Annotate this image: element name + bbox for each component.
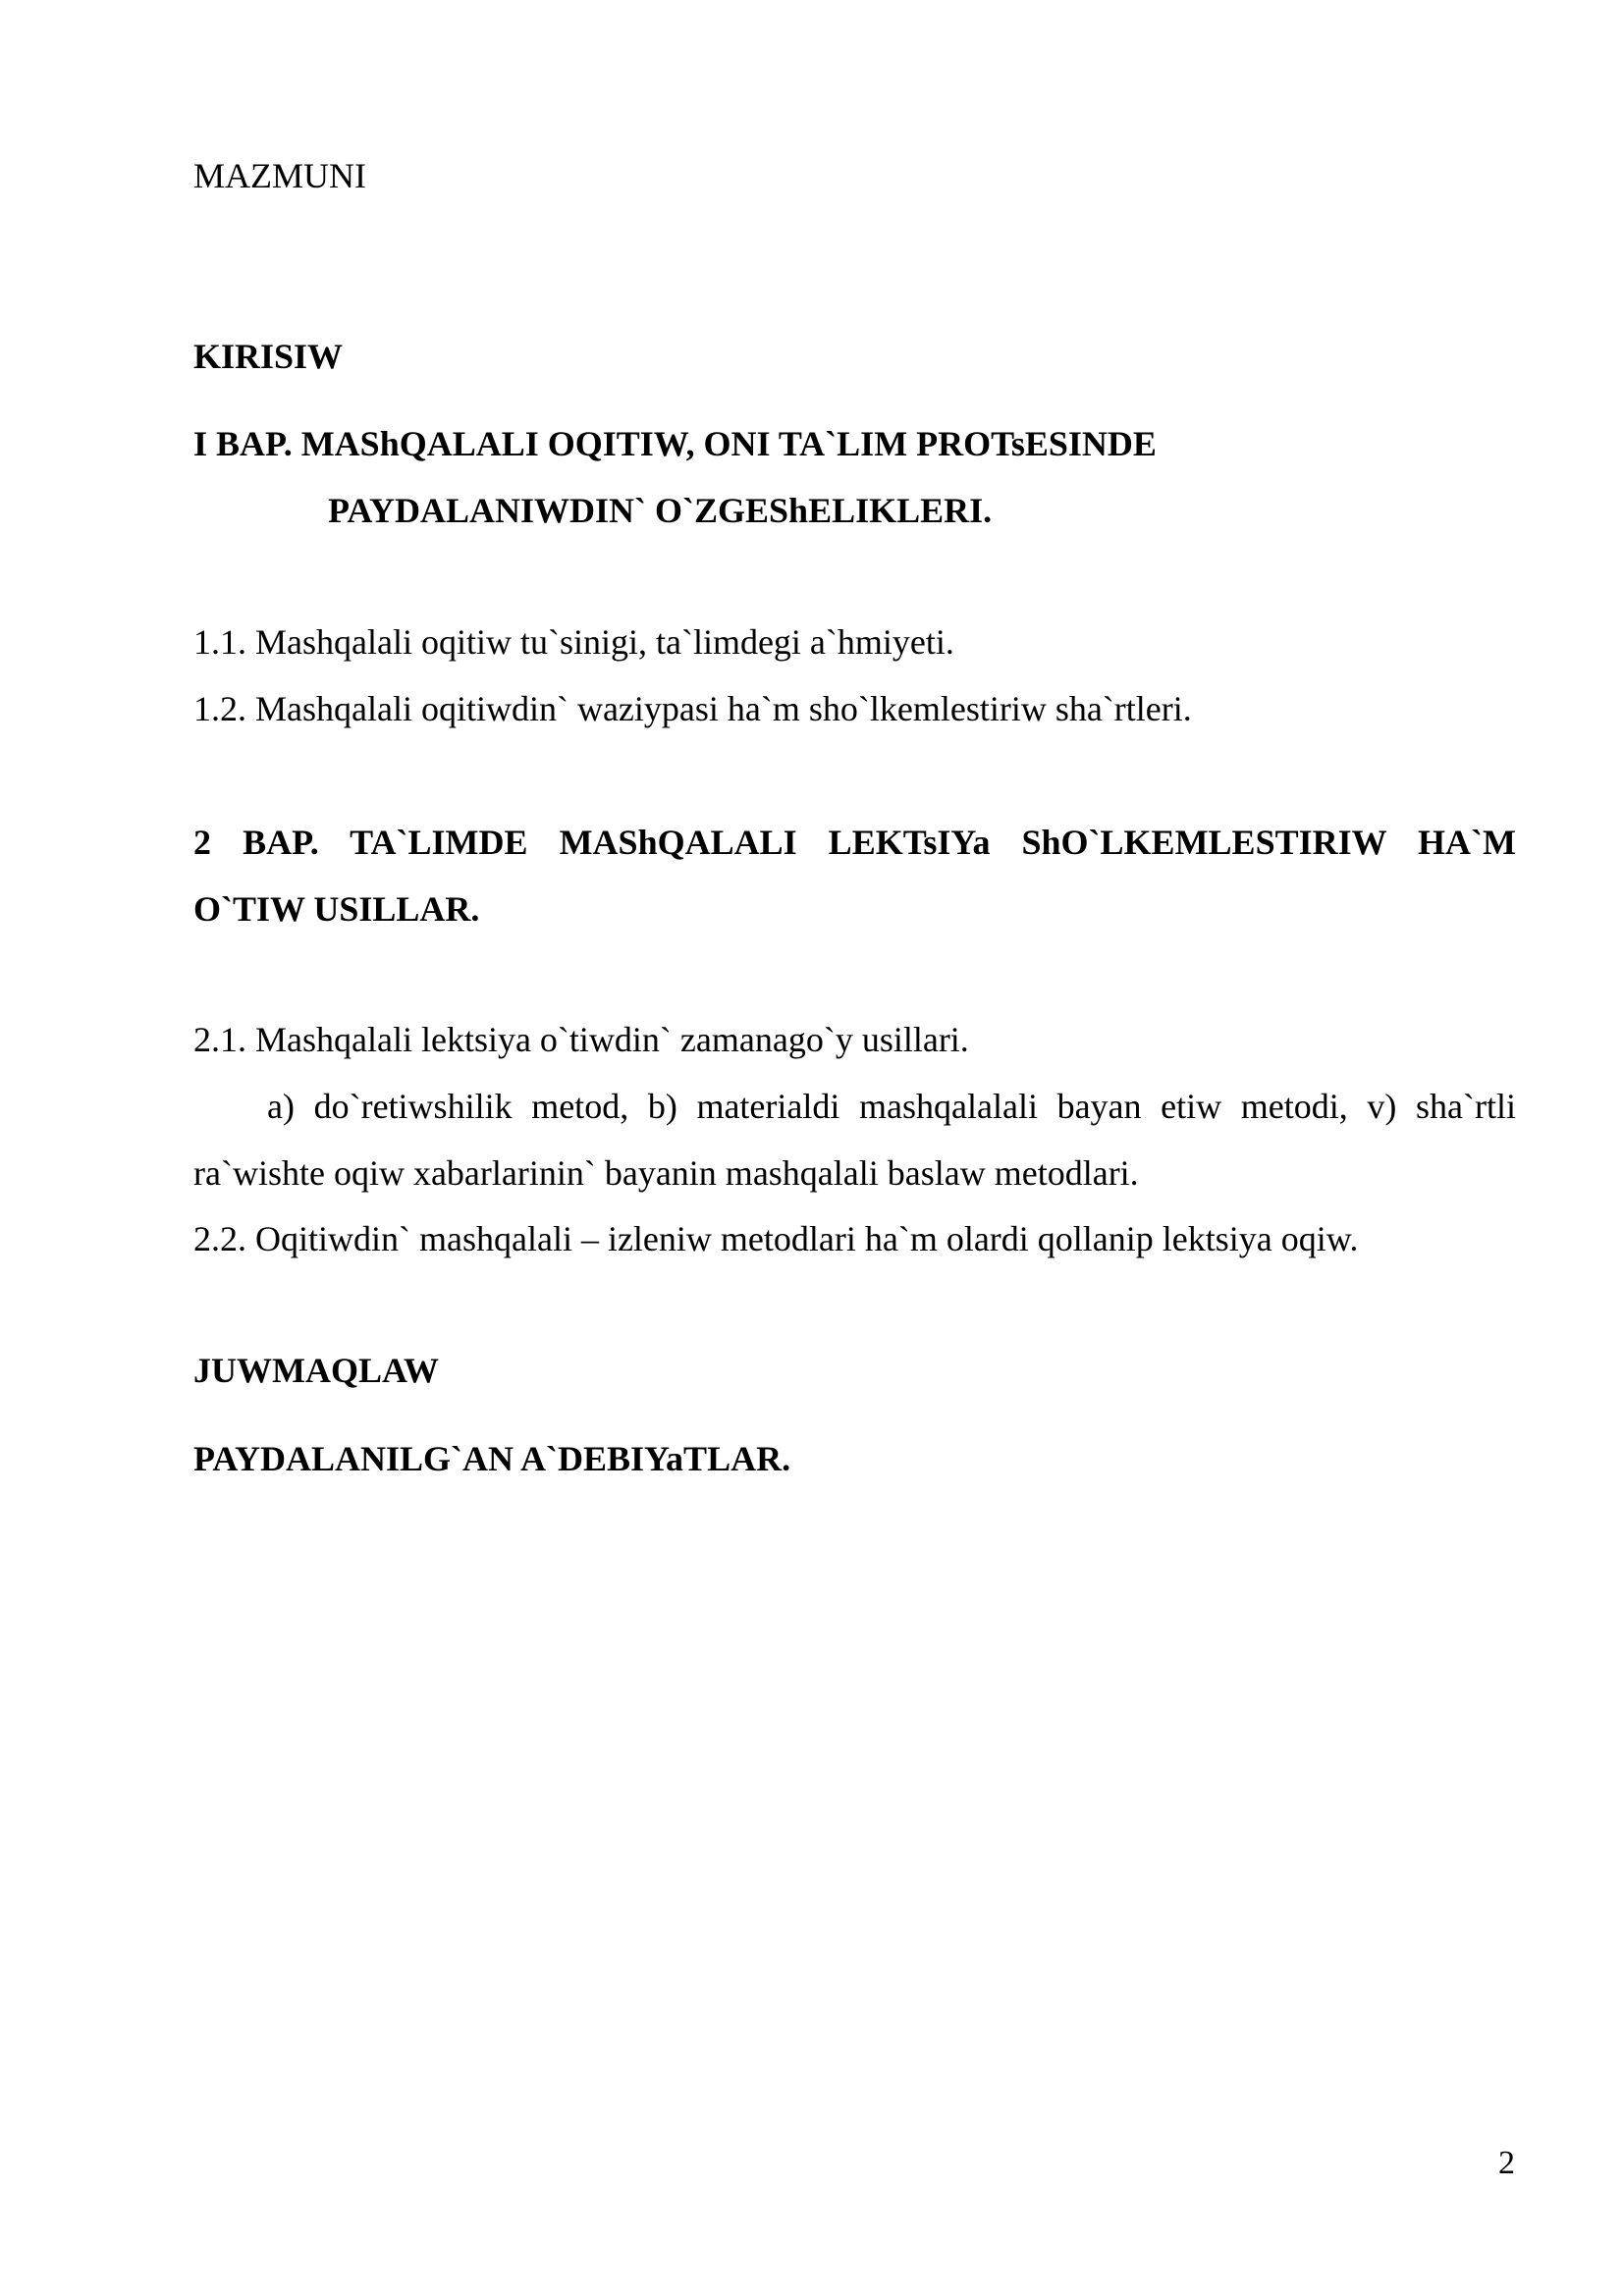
toc-section-2-1-sub-line2: ra`wishte oqiw xabarlarinin` bayanin mashqalali baslaw metodlari. bbox=[193, 1153, 1139, 1193]
toc-chapter1-title-line2: PAYDALANIWDIN` O`ZGEShELIKLERI. bbox=[328, 491, 993, 530]
toc-chapter1-title-line1: I BAP. MAShQALALI OQITIW, ONI TA`LIM PROTsESINDE bbox=[193, 424, 1157, 463]
toc-section-2-1-sub-line1: a) do`retiwshilik metod, b) materialdi mashqalalali bayan etiw metodi, v) sha`rtli bbox=[267, 1087, 1516, 1126]
toc-section-1-1: 1.1. Mashqalali oqitiw tu`sinigi, ta`limdegi a`hmiyeti. bbox=[193, 622, 954, 662]
toc-references: PAYDALANILG`AN A`DEBIYaTLAR. bbox=[193, 1439, 791, 1478]
toc-chapter2-title-line1: 2 BAP. TA`LIMDE MAShQALALI LEKTsIYa ShO`LKEMLESTIRIW HA`M bbox=[193, 823, 1516, 862]
toc-section-2-1: 2.1. Mashqalali lektsiya o`tiwdin` zamanago`y usillari. bbox=[193, 1020, 969, 1059]
toc-section-1-2: 1.2. Mashqalali oqitiwdin` waziypasi ha`m sho`lkemlestiriw sha`rtleri. bbox=[193, 689, 1192, 728]
page-number: 2 bbox=[1498, 2145, 1515, 2181]
toc-intro: KIRISIW bbox=[193, 337, 344, 376]
toc-section-2-2: 2.2. Oqitiwdin` mashqalali – izleniw metodlari ha`m olardi qollanip lektsiya oqiw. bbox=[193, 1219, 1359, 1258]
toc-chapter2-title-line2: O`TIW USILLAR. bbox=[193, 889, 480, 929]
toc-conclusion: JUWMAQLAW bbox=[193, 1351, 439, 1390]
page-heading: MAZMUNI bbox=[193, 156, 366, 195]
